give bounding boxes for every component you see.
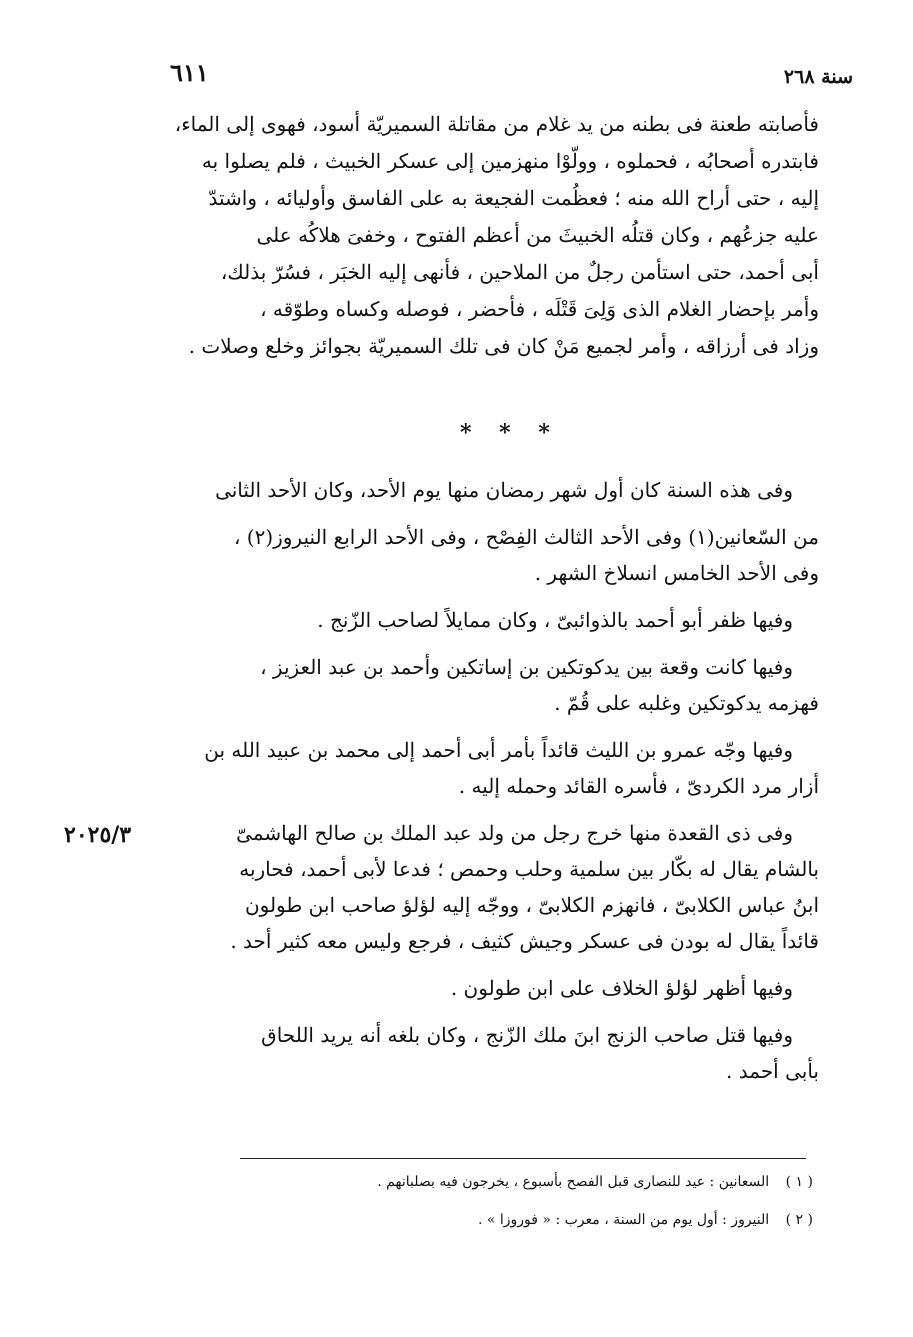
- text-line: أزار مرد الكردىّ ، فأسره القائد وحمله إليه .: [458, 774, 819, 798]
- paragraph-ramadan: [167, 472, 819, 591]
- text-line: أبى أحمد، حتى استأمن رجلٌ من الملاحين ، فأنهى إليه الخبَر ، فسُرّ بذلك،: [220, 260, 819, 284]
- text-block-continuation: [167, 106, 819, 365]
- text-line: قائداً يقال له بودن فى عسكر وجيش كثيف ، فرجع وليس معه كثير أحد .: [230, 929, 819, 953]
- footnote-divider: [240, 1158, 806, 1159]
- text-line: إليه ، حتى أراح الله منه ؛ فعظُمت الفجيعة به على الفاسق وأوليائه ، واشتدّ: [208, 186, 819, 210]
- footnote-number: ( ١ ): [785, 1174, 813, 1190]
- footnote-text: السعانين : عيد للنصارى قبل الفصح بأسبوع ، يخرجون فيه بصلبانهم .: [377, 1174, 770, 1190]
- text-line: وزاد فى أرزاقه ، وأمر لجميع مَنْ كان فى تلك السميريّة بجوائز وخلع وصلات .: [188, 334, 819, 358]
- text-line: بأبى أحمد .: [726, 1059, 819, 1083]
- text-line: من السّعانين(١) وفى الأحد الثالث الفِصْح ، وفى الأحد الرابع النيروز(٢) ،: [233, 525, 819, 549]
- text-line: فابتدره أصحابُه ، فحملوه ، وولّوْا منهزمين إلى عسكر الخبيث ، فلم يصلوا به: [201, 149, 819, 173]
- text-line: عليه جزعُهم ، وكان قتلُه الخبيثَ من أعظم الفتوح ، وخفىَ هلاكُه على: [256, 223, 819, 247]
- margin-reference: ٢٠٢٥/٣: [64, 822, 132, 848]
- page-number: ٦١١: [170, 58, 209, 87]
- footnote-2: [253, 1208, 813, 1232]
- text-line: وفيها قتل صاحب الزنج ابنَ ملك الزّنج ، وكان بلغه أنه يريد اللحاق: [261, 1023, 793, 1047]
- text-line: فأصابته طعنة فى بطنه من يد غلام من مقاتلة السميريّة أسود، فهوى إلى الماء،: [174, 112, 819, 136]
- footnote-text: النيروز : أول يوم من السنة ، معرب : « فوروزا » .: [477, 1212, 770, 1228]
- text-line: وفيها وجّه عمرو بن الليث قائداً بأمر أبى أحمد إلى محمد بن عبيد الله بن: [204, 738, 793, 762]
- text-line: بالشام يقال له بكّار بين سلمية وحلب وحمص ؛ فدعا لأبى أحمد، فحاربه: [239, 857, 819, 881]
- paragraph-dhu-al-qada: [167, 815, 819, 959]
- paragraph-lulu: وفيها أظهر لؤلؤ الخلاف على ابن طولون .: [450, 976, 793, 1000]
- paragraph-zanj: [167, 1017, 819, 1089]
- text-line: وأمر بإحضار الغلام الذى وَلِىَ قَتْلَه ، فأحضر ، فوصله وكساه وطوّقه ،: [260, 297, 819, 321]
- running-header-year: سنة ٢٦٨: [783, 66, 853, 88]
- text-line: وفى الأحد الخامس انسلاخ الشهر .: [534, 561, 819, 585]
- footnote-1: [253, 1170, 813, 1194]
- paragraph-yadkutakin: [167, 649, 819, 721]
- text-line: ابنُ عباس الكلابىّ ، فانهزم الكلابىّ ، ووجّه إليه لؤلؤ صاحب ابن طولون: [244, 893, 819, 917]
- footnote-number: ( ٢ ): [785, 1212, 813, 1228]
- text-line: وفيها كانت وقعة بين يدكوتكين بن إساتكين وأحمد بن عبد العزيز ،: [260, 655, 793, 679]
- section-separator: * * *: [460, 420, 560, 446]
- text-line: فهزمه يدكوتكين وغلبه على قُمّ .: [554, 691, 819, 715]
- text-block-events: [167, 472, 819, 1100]
- paragraph-dhawaibi: وفيها ظفر أبو أحمد بالذوائبىّ ، وكان ممايلاً لصاحب الزّنج .: [317, 608, 793, 632]
- text-line: وفى هذه السنة كان أول شهر رمضان منها يوم الأحد، وكان الأحد الثانى: [215, 478, 793, 502]
- paragraph-amr-ibn-layth: [167, 732, 819, 804]
- text-line: وفى ذى القعدة منها خرج رجل من ولد عبد الملك بن صالح الهاشمىّ: [236, 821, 793, 845]
